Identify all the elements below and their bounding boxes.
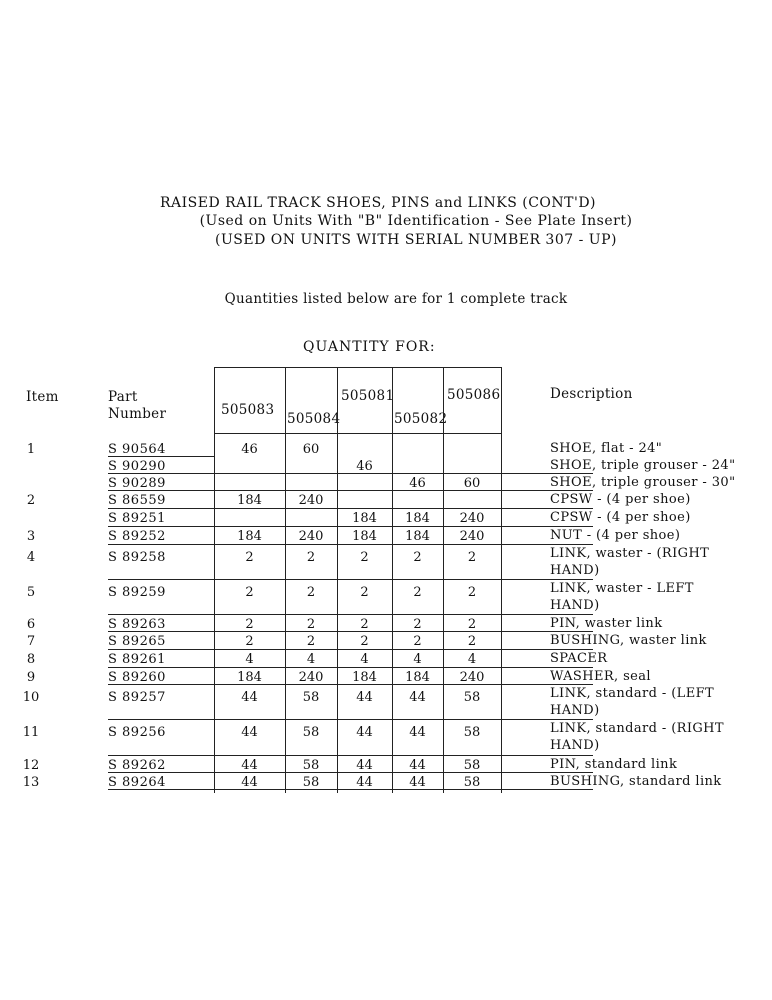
- page-title: RAISED RAIL TRACK SHOES, PINS and LINKS (CONT'D): [159, 195, 597, 211]
- quantity-cell: 184: [405, 529, 430, 544]
- quantity-cell: 184: [237, 529, 262, 544]
- item-number: 1: [26, 442, 36, 457]
- part-description: LINK, waster - LEFT: [550, 581, 694, 596]
- quantity-cell: 4: [413, 652, 422, 667]
- item-number: 2: [26, 493, 36, 508]
- row-rule: [108, 490, 593, 491]
- quantity-cell: 44: [356, 690, 373, 705]
- quantity-cell: 2: [306, 617, 316, 632]
- quantity-cell: 2: [245, 617, 254, 632]
- part-number: S 89264: [108, 775, 166, 790]
- row-rule: [108, 579, 593, 580]
- part-number: S 89260: [108, 670, 166, 685]
- quantity-cell: 2: [245, 550, 254, 565]
- quantity-cell: 46: [241, 442, 258, 457]
- quantity-cell: 58: [463, 775, 481, 790]
- row-rule: [108, 456, 214, 457]
- column-header-description: Description: [550, 386, 633, 402]
- quantity-cell: 44: [241, 690, 258, 705]
- quantity-cell: 2: [467, 617, 477, 632]
- part-description: SHOE, triple grouser - 30": [550, 475, 736, 490]
- row-rule: [108, 667, 593, 668]
- row-rule: [108, 684, 593, 685]
- part-number: S 89252: [108, 529, 166, 544]
- quantity-cell: 58: [302, 725, 320, 740]
- quantity-cell: 2: [413, 585, 422, 600]
- quantity-cell: 44: [409, 690, 426, 705]
- quantity-note: Quantities listed below are for 1 complete track: [224, 291, 568, 307]
- quantity-cell: 58: [463, 725, 481, 740]
- item-number: 5: [26, 585, 36, 600]
- quantity-cell: 184: [352, 670, 377, 685]
- table-column-rule: [501, 367, 502, 793]
- part-number: S 86559: [108, 493, 166, 508]
- item-number: 11: [22, 725, 40, 740]
- part-number: S 90289: [108, 476, 166, 491]
- quantity-cell: 2: [413, 550, 422, 565]
- part-number: S 89265: [108, 634, 166, 649]
- quantity-cell: 44: [356, 758, 373, 773]
- row-rule: [108, 631, 593, 632]
- part-description: SPACER: [550, 651, 608, 666]
- serial-note: (USED ON UNITS WITH SERIAL NUMBER 307 - UP): [215, 232, 617, 248]
- item-number: 8: [26, 652, 36, 667]
- column-header-505084: 505084: [287, 411, 341, 427]
- quantity-cell: 44: [241, 725, 258, 740]
- table-top-border: [214, 367, 501, 368]
- quantity-cell: 2: [413, 617, 422, 632]
- quantity-cell: 184: [405, 670, 430, 685]
- row-rule: [108, 789, 593, 790]
- part-number: S 89259: [108, 585, 166, 600]
- quantity-cell: 60: [302, 442, 320, 457]
- part-number: S 89258: [108, 550, 166, 565]
- part-description: SHOE, triple grouser - 24": [550, 458, 736, 473]
- quantity-cell: 58: [302, 758, 320, 773]
- part-number: S 89261: [108, 652, 166, 667]
- item-number: 13: [22, 775, 40, 790]
- part-number: S 89263: [108, 617, 166, 632]
- row-rule: [108, 544, 593, 545]
- part-description: CPSW - (4 per shoe): [550, 510, 691, 525]
- item-number: 7: [26, 634, 36, 649]
- quantity-cell: 2: [360, 617, 369, 632]
- part-number: S 90564: [108, 442, 166, 457]
- column-header-505086: 505086: [447, 387, 501, 403]
- quantity-cell: 4: [360, 652, 369, 667]
- quantity-cell: 184: [237, 670, 262, 685]
- quantity-for-heading: QUANTITY FOR:: [303, 339, 436, 355]
- item-number: 12: [22, 758, 40, 773]
- item-number: 6: [26, 617, 36, 632]
- quantity-cell: 44: [409, 725, 426, 740]
- row-rule: [108, 755, 593, 756]
- part-description: SHOE, flat - 24": [550, 441, 663, 456]
- part-description: HAND): [550, 563, 600, 578]
- quantity-cell: 2: [360, 585, 369, 600]
- quantity-cell: 44: [409, 775, 426, 790]
- part-description: NUT - (4 per shoe): [550, 528, 681, 543]
- item-number: 9: [26, 670, 36, 685]
- part-number: S 89256: [108, 725, 166, 740]
- quantity-cell: 2: [413, 634, 422, 649]
- row-rule: [108, 508, 593, 509]
- quantity-cell: 240: [459, 511, 485, 526]
- quantity-cell: 46: [356, 459, 373, 474]
- column-header-part: Part: [108, 389, 138, 405]
- part-number: S 89251: [108, 511, 166, 526]
- part-number: S 90290: [108, 459, 166, 474]
- item-number: 3: [26, 529, 36, 544]
- part-number: S 89262: [108, 758, 166, 773]
- quantity-cell: 4: [245, 652, 254, 667]
- quantity-cell: 240: [298, 493, 324, 508]
- part-description: LINK, standard - (RIGHT: [550, 721, 724, 736]
- quantity-cell: 44: [409, 758, 426, 773]
- quantity-cell: 44: [241, 775, 258, 790]
- quantity-cell: 58: [302, 690, 320, 705]
- item-number: 10: [22, 690, 40, 705]
- quantity-cell: 44: [241, 758, 258, 773]
- quantity-cell: 2: [360, 550, 369, 565]
- item-number: 4: [26, 550, 36, 565]
- quantity-cell: 4: [467, 652, 477, 667]
- row-rule: [108, 526, 593, 527]
- column-header-number: Number: [108, 406, 167, 422]
- quantity-cell: 2: [467, 550, 477, 565]
- quantity-cell: 2: [245, 634, 254, 649]
- part-number: S 89257: [108, 690, 166, 705]
- part-description: HAND): [550, 703, 600, 718]
- quantity-cell: 58: [302, 775, 320, 790]
- part-description: HAND): [550, 598, 600, 613]
- part-description: PIN, waster link: [550, 616, 663, 631]
- column-header-505083: 505083: [221, 402, 275, 418]
- quantity-cell: 184: [352, 511, 377, 526]
- quantity-cell: 240: [459, 529, 485, 544]
- column-header-505082: 505082: [394, 411, 448, 427]
- quantity-cell: 4: [306, 652, 316, 667]
- quantity-cell: 240: [298, 670, 324, 685]
- quantity-cell: 240: [298, 529, 324, 544]
- quantity-cell: 2: [306, 585, 316, 600]
- quantity-cell: 2: [467, 585, 477, 600]
- quantity-cell: 2: [306, 550, 316, 565]
- quantity-cell: 44: [356, 725, 373, 740]
- row-rule: [108, 719, 593, 720]
- quantity-cell: 184: [405, 511, 430, 526]
- part-description: WASHER, seal: [550, 669, 651, 684]
- part-description: BUSHING, waster link: [550, 633, 707, 648]
- quantity-cell: 44: [356, 775, 373, 790]
- part-description: CPSW - (4 per shoe): [550, 492, 691, 507]
- quantity-cell: 58: [463, 690, 481, 705]
- quantity-cell: 2: [467, 634, 477, 649]
- quantity-cell: 240: [459, 670, 485, 685]
- part-description: PIN, standard link: [550, 757, 678, 772]
- row-rule: [108, 473, 593, 474]
- part-description: LINK, standard - (LEFT: [550, 686, 715, 701]
- quantity-cell: 60: [463, 476, 481, 491]
- row-rule: [108, 772, 593, 773]
- quantity-cell: 2: [360, 634, 369, 649]
- quantity-cell: 184: [237, 493, 262, 508]
- part-description: HAND): [550, 738, 600, 753]
- quantity-cell: 2: [306, 634, 316, 649]
- column-header-item: Item: [26, 389, 59, 405]
- quantity-cell: 184: [352, 529, 377, 544]
- quantity-cell: 58: [463, 758, 481, 773]
- quantity-cell: 2: [245, 585, 254, 600]
- quantity-cell: 46: [409, 476, 426, 491]
- part-description: BUSHING, standard link: [550, 774, 722, 789]
- row-rule: [108, 614, 593, 615]
- column-header-505081: 505081: [341, 388, 395, 404]
- part-description: LINK, waster - (RIGHT: [550, 546, 710, 561]
- table-header-rule: [214, 433, 501, 434]
- row-rule: [108, 649, 593, 650]
- page-subtitle: (Used on Units With "B" Identification - See Plate Insert): [199, 213, 633, 229]
